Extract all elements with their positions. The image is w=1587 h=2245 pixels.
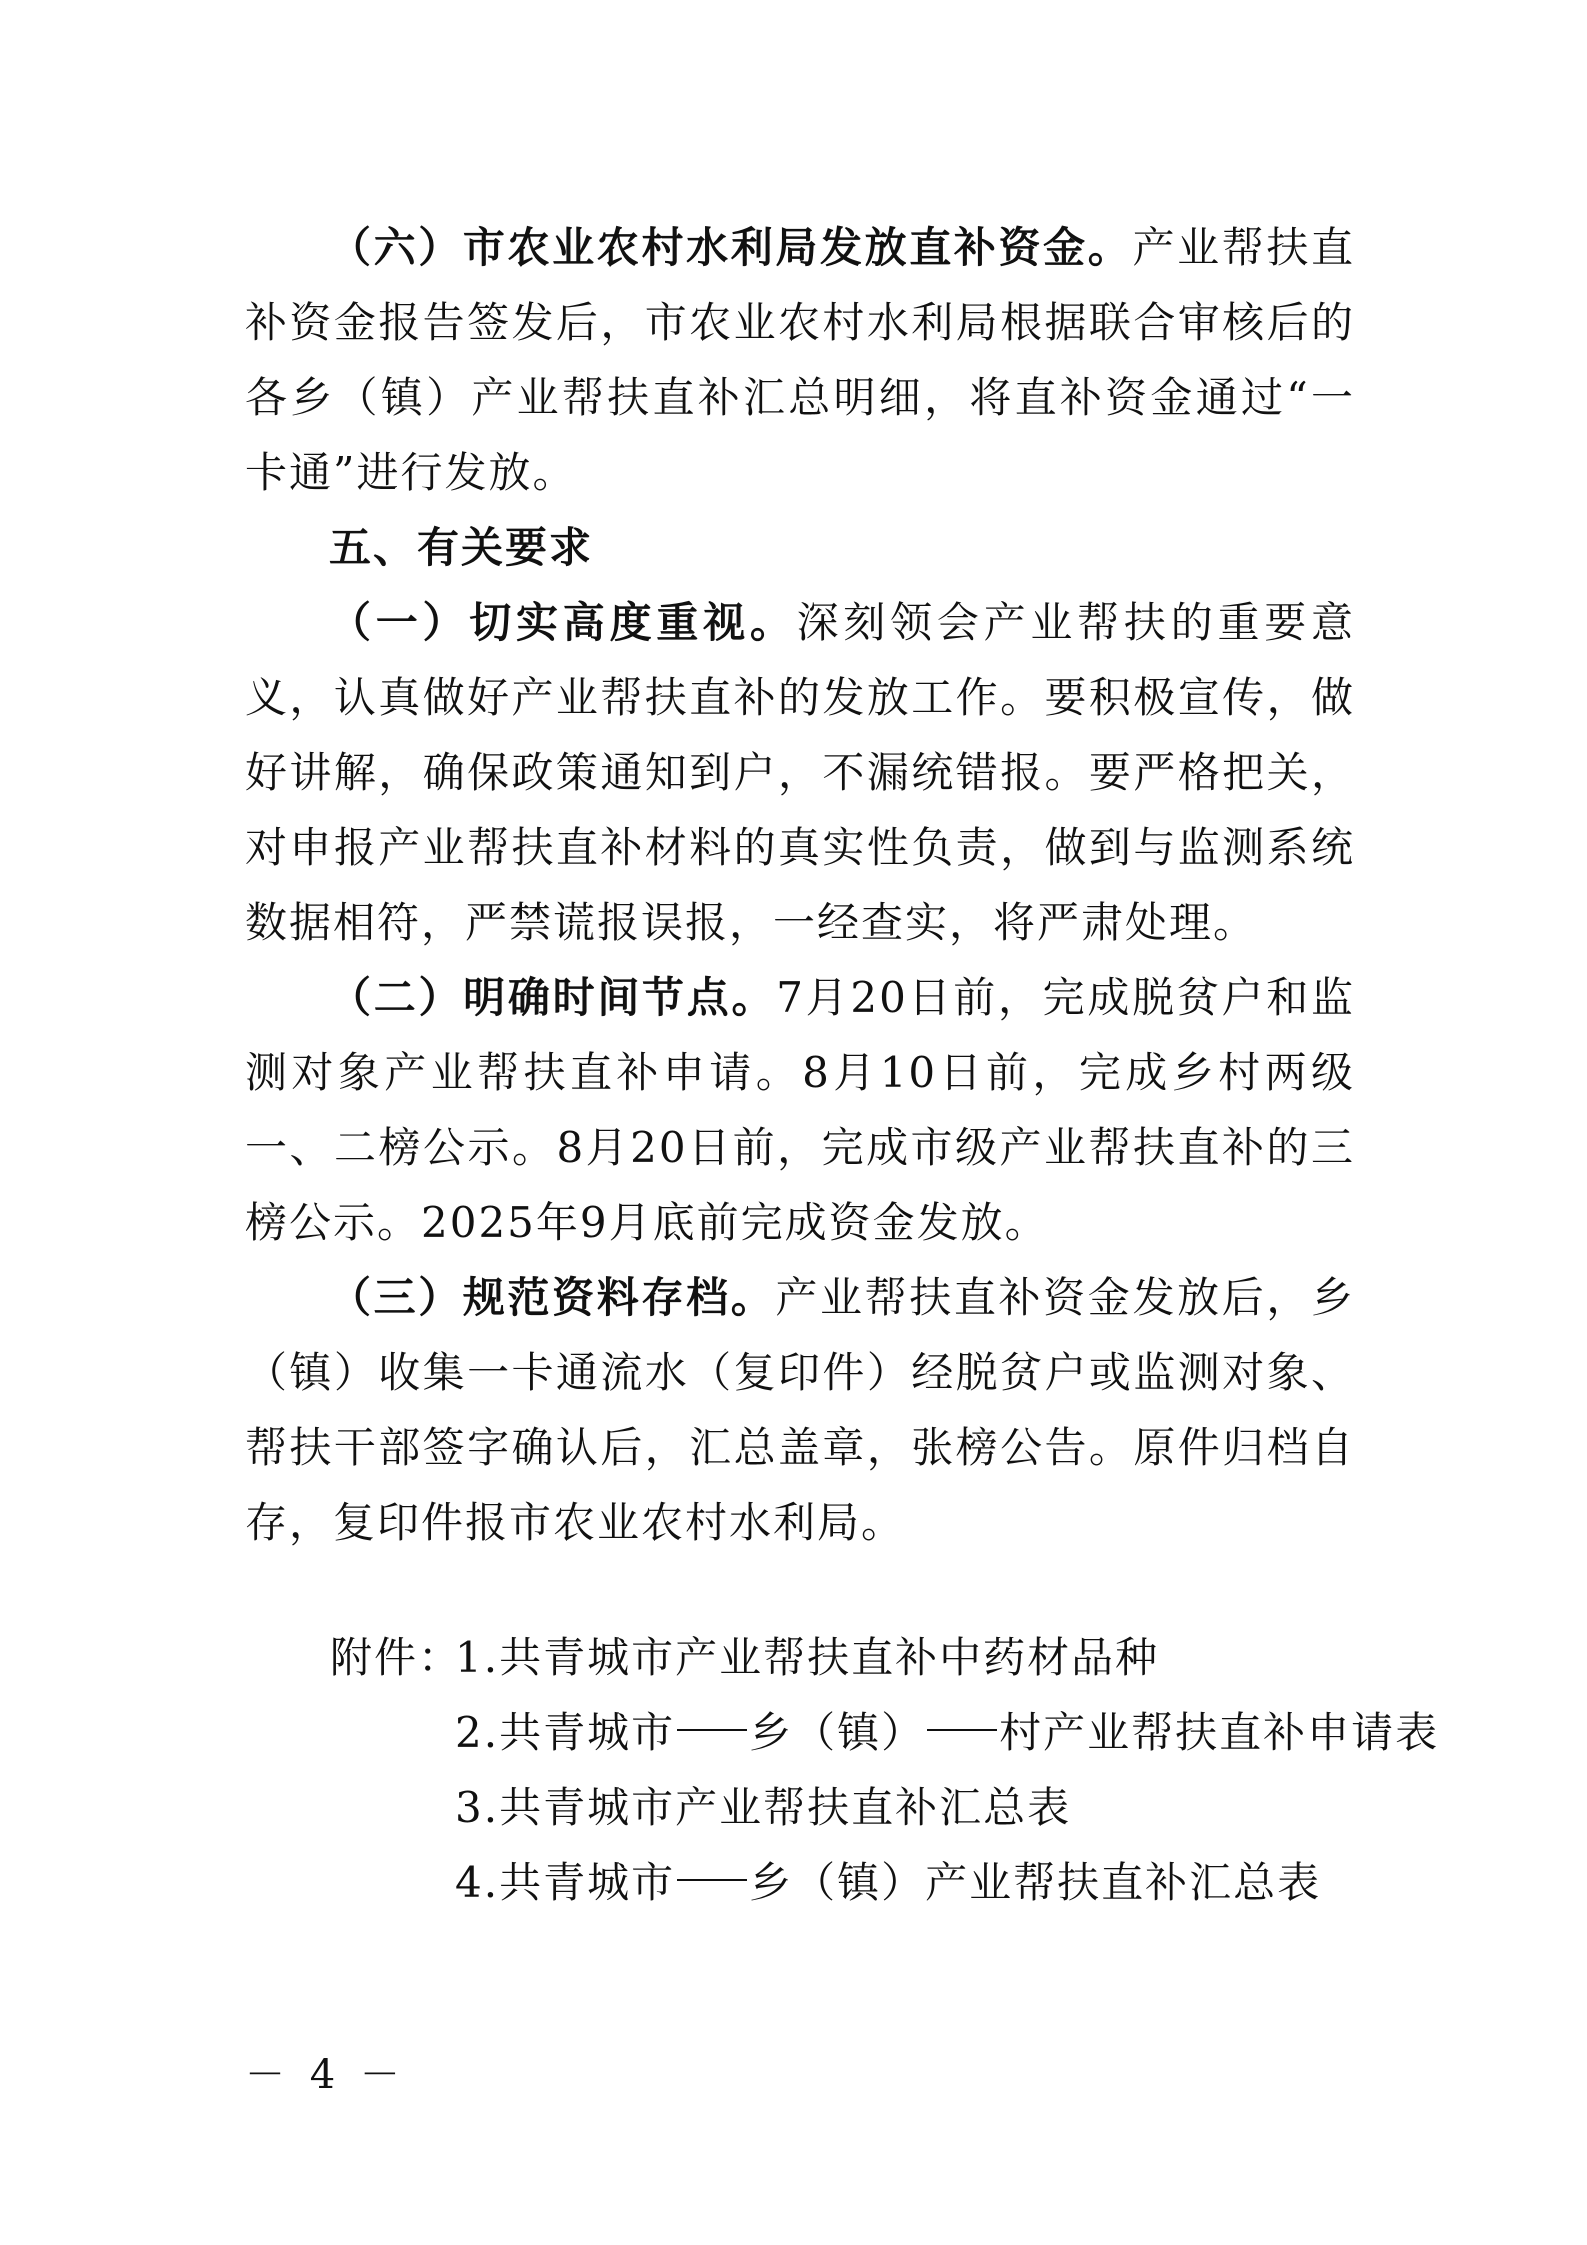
fill-in-blank bbox=[677, 1845, 747, 1881]
document-body bbox=[245, 210, 1355, 1560]
attachments-list bbox=[330, 1620, 1439, 1920]
paragraph-text: 产业帮扶直补资金报告签发后，市农业农村水利局根据联合审核后的各乡（镇）产业帮扶直补汇总明细，将直补资金通过“一卡通”进行发放。 bbox=[245, 223, 1355, 497]
attachment-title: 共青城市产业帮扶直补汇总表 bbox=[499, 1783, 1072, 1832]
attachment-number: 1. bbox=[455, 1633, 500, 1682]
item-text: 深刻领会产业帮扶的重要意义，认真做好产业帮扶直补的发放工作。要积极宣传，做好讲解，确保政策通知到户，不漏统错报。要严格把关，对申报产业帮扶直补材料的真实性负责，做到与监测系统数据相符，严禁谎报误报，一经查实，将严肃处理。 bbox=[245, 598, 1355, 947]
requirement-item-3 bbox=[245, 1260, 1355, 1560]
attachment-title-part: 乡（镇）产业帮扶直补汇总表 bbox=[749, 1858, 1322, 1907]
item-text: 产业帮扶直补资金发放后，乡（镇）收集一卡通流水（复印件）经脱贫户或监测对象、帮扶干部签字确认后，汇总盖章，张榜公告。原件归档自存，复印件报市农业农村水利局。 bbox=[245, 1273, 1355, 1547]
paragraph-heading: （六）市农业农村水利局发放直补资金。 bbox=[329, 223, 1133, 272]
item-heading: （一）切实高度重视。 bbox=[329, 598, 797, 647]
fill-in-blank bbox=[927, 1695, 997, 1731]
attachment-number: 4. bbox=[455, 1858, 500, 1907]
attachment-title-part: 共青城市 bbox=[499, 1708, 676, 1757]
attachment-item-1[interactable] bbox=[330, 1620, 1439, 1695]
attachment-item-4[interactable] bbox=[330, 1845, 1439, 1920]
attachment-title-part: 共青城市 bbox=[499, 1858, 676, 1907]
paragraph-six bbox=[245, 210, 1355, 510]
attachment-number: 2. bbox=[455, 1708, 500, 1757]
fill-in-blank bbox=[677, 1695, 747, 1731]
section-title: 五、有关要求 bbox=[329, 523, 594, 572]
item-heading: （二）明确时间节点。 bbox=[329, 973, 777, 1022]
attachment-title-part: 村产业帮扶直补申请表 bbox=[999, 1708, 1440, 1757]
attachment-title: 共青城市产业帮扶直补中药材品种 bbox=[499, 1633, 1160, 1682]
requirement-item-1 bbox=[245, 585, 1355, 960]
item-heading: （三）规范资料存档。 bbox=[329, 1273, 776, 1322]
attachments-label: 附件： bbox=[330, 1633, 463, 1682]
requirement-item-2 bbox=[245, 960, 1355, 1260]
page-number: － 4 － bbox=[245, 2052, 406, 2098]
attachment-item-3[interactable] bbox=[330, 1770, 1439, 1845]
attachment-item-2[interactable] bbox=[330, 1695, 1439, 1770]
item-text: 7月20日前，完成脱贫户和监测对象产业帮扶直补申请。8月10日前，完成乡村两级一、二榜公示。8月20日前，完成市级产业帮扶直补的三榜公示。2025年9月底前完成资金发放。 bbox=[245, 973, 1355, 1247]
attachment-number: 3. bbox=[455, 1783, 500, 1832]
attachment-title-part: 乡（镇） bbox=[749, 1708, 926, 1757]
